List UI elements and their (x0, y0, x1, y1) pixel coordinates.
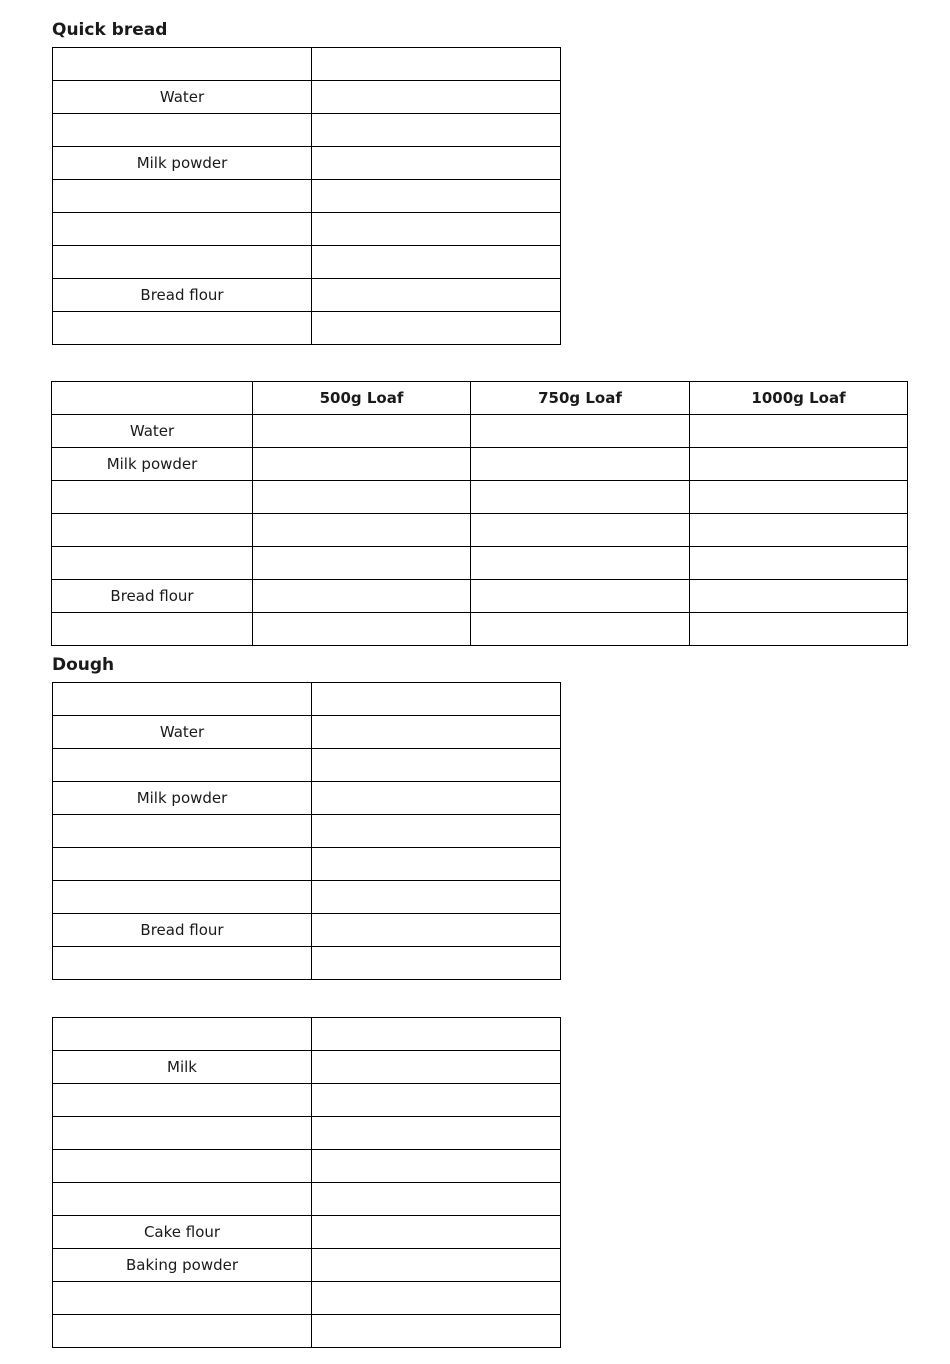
amount-cell (253, 481, 471, 514)
table-row (53, 815, 561, 848)
amount-cell (312, 782, 561, 815)
amount-cell (312, 279, 561, 312)
amount-cell (312, 881, 561, 914)
ingredient-cell (53, 48, 312, 81)
ingredient-cell: Baking powder (53, 1249, 312, 1282)
amount-cell (471, 448, 690, 481)
table-row (53, 81, 561, 114)
amount-cell (312, 1117, 561, 1150)
ingredient-cell: Milk powder (53, 147, 312, 180)
amount-cell (253, 613, 471, 646)
ingredient-cell (53, 114, 312, 147)
column-header (52, 382, 253, 415)
amount-cell (312, 683, 561, 716)
table-row (53, 947, 561, 980)
dough-heading: Dough (52, 655, 115, 675)
amount-cell (471, 415, 690, 448)
table-row (53, 716, 561, 749)
amount-cell (312, 1249, 561, 1282)
table-row (53, 1018, 561, 1051)
ingredient-cell (53, 1117, 312, 1150)
table-row (53, 1216, 561, 1249)
amount-cell (312, 48, 561, 81)
ingredient-cell: Water (53, 716, 312, 749)
table-row (53, 914, 561, 947)
loaf-size-table (51, 381, 908, 646)
column-header: 500g Loaf (253, 382, 471, 415)
table-row (53, 881, 561, 914)
table-row (53, 683, 561, 716)
ingredient-cell (53, 180, 312, 213)
amount-cell (471, 547, 690, 580)
column-header: 1000g Loaf (690, 382, 908, 415)
cake-ingredient-table (52, 1017, 561, 1348)
table-row (52, 481, 908, 514)
amount-cell (312, 180, 561, 213)
table-row (52, 415, 908, 448)
amount-cell (690, 448, 908, 481)
amount-cell (690, 415, 908, 448)
ingredient-cell: Milk powder (53, 782, 312, 815)
table-row (53, 782, 561, 815)
ingredient-cell (53, 1315, 312, 1348)
amount-cell (312, 246, 561, 279)
amount-cell (690, 514, 908, 547)
amount-cell (471, 613, 690, 646)
ingredient-cell (53, 1018, 312, 1051)
ingredient-cell: Milk powder (52, 448, 253, 481)
ingredient-cell (52, 613, 253, 646)
ingredient-cell (53, 1282, 312, 1315)
ingredient-cell (53, 683, 312, 716)
amount-cell (253, 415, 471, 448)
amount-cell (253, 514, 471, 547)
table-row (53, 213, 561, 246)
amount-cell (312, 1315, 561, 1348)
ingredient-cell (52, 514, 253, 547)
amount-cell (312, 81, 561, 114)
amount-cell (312, 1150, 561, 1183)
ingredient-cell: Milk (53, 1051, 312, 1084)
table-row (52, 580, 908, 613)
table-row (52, 448, 908, 481)
table-row (53, 1315, 561, 1348)
table-row (53, 848, 561, 881)
table-row (53, 1150, 561, 1183)
amount-cell (312, 147, 561, 180)
quick-bread-heading: Quick bread (52, 20, 168, 40)
ingredient-cell (53, 312, 312, 345)
ingredient-cell (53, 1150, 312, 1183)
table-row (53, 180, 561, 213)
amount-cell (253, 448, 471, 481)
ingredient-cell (53, 848, 312, 881)
amount-cell (312, 1183, 561, 1216)
ingredient-cell (53, 246, 312, 279)
quick-bread-ingredient-table (52, 47, 561, 345)
ingredient-cell: Water (52, 415, 253, 448)
ingredient-cell (53, 947, 312, 980)
ingredient-cell: Bread flour (53, 279, 312, 312)
table-row (53, 1084, 561, 1117)
amount-cell (471, 481, 690, 514)
table-row (53, 1051, 561, 1084)
amount-cell (312, 312, 561, 345)
table-row (52, 514, 908, 547)
amount-cell (690, 613, 908, 646)
table-row (53, 1183, 561, 1216)
ingredient-cell: Bread flour (52, 580, 253, 613)
ingredient-cell (53, 749, 312, 782)
ingredient-cell (52, 547, 253, 580)
table-row (53, 1249, 561, 1282)
ingredient-cell (53, 213, 312, 246)
amount-cell (471, 514, 690, 547)
table-row (53, 279, 561, 312)
table-row (53, 312, 561, 345)
amount-cell (253, 547, 471, 580)
amount-cell (312, 749, 561, 782)
table-header-row (52, 382, 908, 415)
table-row (53, 147, 561, 180)
amount-cell (312, 1018, 561, 1051)
amount-cell (312, 213, 561, 246)
table-row (53, 749, 561, 782)
ingredient-cell (53, 815, 312, 848)
amount-cell (312, 947, 561, 980)
amount-cell (312, 1216, 561, 1249)
column-header: 750g Loaf (471, 382, 690, 415)
amount-cell (312, 114, 561, 147)
amount-cell (312, 1282, 561, 1315)
table-row (53, 1117, 561, 1150)
dough-ingredient-table (52, 682, 561, 980)
amount-cell (690, 481, 908, 514)
ingredient-cell (53, 1183, 312, 1216)
ingredient-cell (53, 1084, 312, 1117)
amount-cell (471, 580, 690, 613)
amount-cell (312, 848, 561, 881)
table-row (53, 1282, 561, 1315)
amount-cell (253, 580, 471, 613)
table-row (53, 114, 561, 147)
table-row (53, 246, 561, 279)
amount-cell (312, 1051, 561, 1084)
table-row (53, 48, 561, 81)
ingredient-cell: Water (53, 81, 312, 114)
ingredient-cell (53, 881, 312, 914)
amount-cell (690, 580, 908, 613)
amount-cell (690, 547, 908, 580)
ingredient-cell: Cake flour (53, 1216, 312, 1249)
ingredient-cell (52, 481, 253, 514)
table-row (52, 547, 908, 580)
amount-cell (312, 716, 561, 749)
amount-cell (312, 914, 561, 947)
table-row (52, 613, 908, 646)
amount-cell (312, 1084, 561, 1117)
amount-cell (312, 815, 561, 848)
ingredient-cell: Bread flour (53, 914, 312, 947)
